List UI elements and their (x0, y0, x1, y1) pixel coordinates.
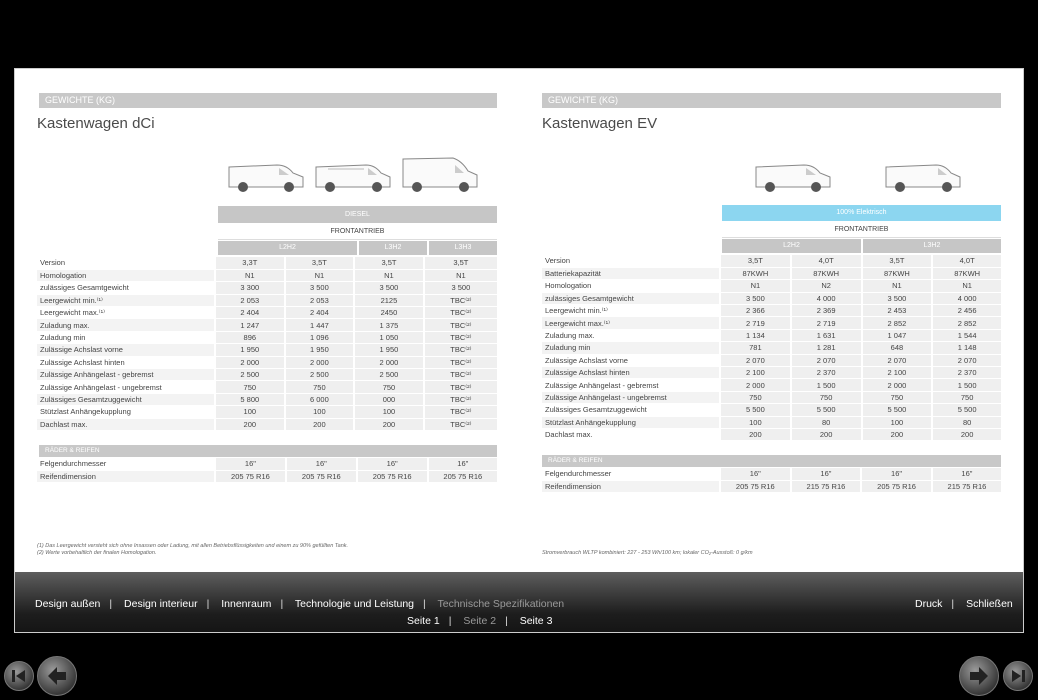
cell-value: 1 500 (791, 379, 862, 391)
table-row (37, 369, 497, 381)
page-title: Kastenwagen dCi (37, 115, 155, 132)
weights-table-ev (542, 255, 1001, 441)
table-row (542, 267, 1001, 279)
cell-value: 1 447 (285, 319, 355, 331)
cell-value: 5 500 (791, 404, 862, 416)
cell-value: TBC⁽²⁾ (424, 369, 497, 381)
page-left (37, 69, 517, 574)
cell-value: 200 (215, 418, 285, 430)
row-label: Zuladung max. (37, 319, 215, 331)
col-header-l3h2: L3H2 (863, 239, 1001, 253)
cell-value: TBC⁽²⁾ (424, 331, 497, 343)
cell-value: 1 375 (354, 319, 424, 331)
nav-design-aussen[interactable]: Design außen (35, 598, 101, 610)
nav-innenraum[interactable]: Innenraum (221, 598, 272, 610)
nav-separator: | (505, 615, 508, 627)
section-nav (35, 598, 564, 610)
cell-value: 3,5T (862, 255, 933, 267)
cell-value: 2 053 (285, 294, 355, 306)
cell-value: 16" (861, 468, 932, 480)
cell-value: 1 281 (791, 342, 862, 354)
cell-value: 3 500 (862, 292, 933, 304)
action-nav (915, 598, 1013, 610)
page-nav (407, 615, 552, 627)
cell-value: 2 852 (932, 317, 1001, 329)
cell-value: 000 (354, 393, 424, 405)
nav-seite-3[interactable]: Seite 3 (519, 615, 553, 627)
nav-separator: | (951, 598, 955, 610)
van-illustrations (227, 153, 488, 193)
cell-value: 3,5T (720, 255, 791, 267)
row-label: Version (542, 255, 720, 267)
cell-value: 3,5T (285, 257, 355, 269)
cell-value: 2 719 (720, 317, 791, 329)
table-row (37, 470, 497, 482)
table-row (542, 367, 1001, 379)
cell-value: 2 852 (862, 317, 933, 329)
row-label: Reifendimension (542, 480, 720, 492)
cell-value: 1 148 (932, 342, 1001, 354)
cell-value: 2 500 (215, 369, 285, 381)
cell-value: 750 (285, 381, 355, 393)
cell-value: 5 800 (215, 393, 285, 405)
cell-value: 16" (357, 458, 428, 470)
cell-value: 6 000 (285, 393, 355, 405)
cell-value: 2 456 (932, 305, 1001, 317)
cell-value: 4,0T (932, 255, 1001, 267)
cell-value: 2 000 (862, 379, 933, 391)
cell-value: 2 100 (720, 367, 791, 379)
van-l3h3-image (401, 153, 479, 193)
cell-value: N1 (862, 280, 933, 292)
table-row (542, 342, 1001, 354)
row-label: Dachlast max. (542, 428, 720, 440)
cell-value: 2 053 (215, 294, 285, 306)
row-label: zulässiges Gesamtgewicht (37, 282, 215, 294)
row-label: Zulässige Achslast hinten (37, 356, 215, 368)
van-l3h2-image (314, 153, 392, 193)
cell-value: 100 (215, 406, 285, 418)
section-header-wheels: RÄDER & REIFEN (39, 445, 497, 457)
cell-value: 87KWH (932, 267, 1001, 279)
table-row (37, 282, 497, 294)
row-label: Zuladung max. (542, 329, 720, 341)
table-row (37, 269, 497, 281)
table-row (542, 329, 1001, 341)
cell-value: 1 950 (354, 344, 424, 356)
table-row (37, 418, 497, 430)
cell-value: 2 000 (285, 356, 355, 368)
cell-value: 1 050 (354, 331, 424, 343)
cell-value: 2450 (354, 307, 424, 319)
page-right (542, 69, 1022, 574)
cell-value: 4 000 (932, 292, 1001, 304)
cell-value: 1 247 (215, 319, 285, 331)
print-button[interactable]: Druck (915, 598, 943, 610)
cell-value: 205 75 R16 (286, 470, 357, 482)
table-row (542, 280, 1001, 292)
row-label: Leergewicht min.⁽¹⁾ (542, 305, 720, 317)
col-header-l3h2: L3H2 (359, 241, 427, 255)
cell-value: 2 070 (932, 354, 1001, 366)
table-row (542, 317, 1001, 329)
footnote-consumption: Stromverbrauch WLTP kombiniert: 227 - 253 Wh/100 km; lokaler CO₂-Ausstoß: 0 g/km (542, 550, 753, 556)
footnote-1: (1) Das Leergewicht versteht sich ohne Insassen oder Ladung, mit allen Betriebsflüssigkeiten und einem zu 90% gefüllten Tank. (37, 543, 349, 549)
cell-value: 200 (932, 428, 1001, 440)
cell-value: 16" (720, 468, 791, 480)
row-label: Zulässige Anhängelast - gebremst (542, 379, 720, 391)
skip-forward-icon (1009, 667, 1027, 685)
cell-value: 4 000 (791, 292, 862, 304)
cell-value: 750 (354, 381, 424, 393)
weights-table-dci (37, 257, 497, 431)
cell-value: 750 (791, 391, 862, 403)
row-label: Zulässige Anhängelast - ungebremst (542, 391, 720, 403)
cell-value: 750 (862, 391, 933, 403)
cell-value: 3 500 (285, 282, 355, 294)
row-label: Stützlast Anhängekupplung (542, 416, 720, 428)
cell-value: 16" (932, 468, 1001, 480)
cell-value: 16" (428, 458, 497, 470)
table-row (37, 381, 497, 393)
table-row (37, 356, 497, 368)
cell-value: 205 75 R16 (357, 470, 428, 482)
cell-value: 100 (354, 406, 424, 418)
nav-separator: | (206, 598, 210, 610)
cell-value: TBC⁽²⁾ (424, 307, 497, 319)
table-row (37, 307, 497, 319)
cell-value: 1 096 (285, 331, 355, 343)
table-row (542, 379, 1001, 391)
cell-value: 100 (720, 416, 791, 428)
cell-value: 1 950 (215, 344, 285, 356)
nav-technologie[interactable]: Technologie und Leistung (294, 598, 415, 610)
engine-header: DIESEL (218, 206, 497, 223)
cell-value: 2 370 (932, 367, 1001, 379)
cell-value: 2125 (354, 294, 424, 306)
skip-back-icon (10, 667, 28, 685)
cell-value: TBC⁽²⁾ (424, 344, 497, 356)
cell-value: 87KWH (720, 267, 791, 279)
cell-value: N1 (215, 269, 285, 281)
cell-value: 1 047 (862, 329, 933, 341)
cell-value: 2 500 (285, 369, 355, 381)
engine-header: 100% Elektrisch (722, 205, 1001, 221)
cell-value: N1 (424, 269, 497, 281)
cell-value: 1 500 (932, 379, 1001, 391)
table-row (542, 428, 1001, 440)
cell-value: 200 (354, 418, 424, 430)
col-header-l3h3: L3H3 (429, 241, 497, 255)
cell-value: 2 100 (862, 367, 933, 379)
col-header-l2h2: L2H2 (722, 239, 861, 253)
nav-separator: | (109, 598, 113, 610)
van-l2h2-image (754, 153, 832, 193)
cell-value: 200 (285, 418, 355, 430)
row-label: Leergewicht max.⁽¹⁾ (542, 317, 720, 329)
cell-value: 80 (932, 416, 1001, 428)
cell-value: 1 544 (932, 329, 1001, 341)
first-page-button[interactable] (4, 661, 34, 691)
cell-value: N2 (791, 280, 862, 292)
cell-value: 3,3T (215, 257, 285, 269)
cell-value: 3 500 (720, 292, 791, 304)
table-row (542, 391, 1001, 403)
cell-value: TBC⁽²⁾ (424, 418, 497, 430)
van-l2h2-image (227, 153, 305, 193)
table-row (542, 416, 1001, 428)
wheels-table-dci (37, 458, 497, 483)
row-label: Batteriekapazität (542, 267, 720, 279)
row-label: Dachlast max. (37, 418, 215, 430)
arrow-right-icon (967, 664, 991, 688)
cell-value: 215 75 R16 (932, 480, 1001, 492)
cell-value: TBC⁽²⁾ (424, 294, 497, 306)
cell-value: 4,0T (791, 255, 862, 267)
cell-value: N1 (285, 269, 355, 281)
row-label: Zulässige Achslast vorne (542, 354, 720, 366)
table-row (37, 458, 497, 470)
van-illustrations (754, 153, 971, 193)
row-label: Felgendurchmesser (37, 458, 215, 470)
cell-value: 205 75 R16 (861, 480, 932, 492)
cell-value: 16" (215, 458, 286, 470)
cell-value: N1 (932, 280, 1001, 292)
cell-value: TBC⁽²⁾ (424, 393, 497, 405)
drive-header: FRONTANTRIEB (218, 223, 497, 240)
table-row (542, 480, 1001, 492)
navigation-bar (15, 572, 1023, 632)
cell-value: 2 369 (791, 305, 862, 317)
row-label: Zulässige Anhängelast - ungebremst (37, 381, 215, 393)
cell-value: 2 070 (791, 354, 862, 366)
nav-seite-1[interactable]: Seite 1 (407, 615, 440, 627)
table-row (37, 393, 497, 405)
row-label: Zulässige Achslast vorne (37, 344, 215, 356)
cell-value: 5 500 (932, 404, 1001, 416)
cell-value: 2 000 (720, 379, 791, 391)
cell-value: TBC⁽²⁾ (424, 356, 497, 368)
cell-value: 1 631 (791, 329, 862, 341)
row-label: zulässiges Gesamtgewicht (542, 292, 720, 304)
row-label: Zulässige Achslast hinten (542, 367, 720, 379)
cell-value: 100 (285, 406, 355, 418)
row-label: Reifendimension (37, 470, 215, 482)
nav-design-interieur[interactable]: Design interieur (124, 598, 198, 610)
cell-value: TBC⁽²⁾ (424, 406, 497, 418)
row-label: Zulässiges Gesamtzuggewicht (542, 404, 720, 416)
cell-value: 750 (720, 391, 791, 403)
nav-separator: | (280, 598, 284, 610)
cell-value: 87KWH (791, 267, 862, 279)
wheels-table-ev (542, 468, 1001, 493)
cell-value: 100 (862, 416, 933, 428)
table-row (542, 468, 1001, 480)
cell-value: 205 75 R16 (428, 470, 497, 482)
cell-value: 200 (720, 428, 791, 440)
cell-value: 2 404 (215, 307, 285, 319)
cell-value: 2 370 (791, 367, 862, 379)
document-viewer (14, 68, 1024, 633)
cell-value: 750 (932, 391, 1001, 403)
row-label: Stützlast Anhängekupplung (37, 406, 215, 418)
cell-value: 2 000 (215, 356, 285, 368)
drive-header: FRONTANTRIEB (722, 221, 1001, 238)
cell-value: 1 950 (285, 344, 355, 356)
row-label: Homologation (542, 280, 720, 292)
cell-value: 200 (791, 428, 862, 440)
close-button[interactable]: Schließen (966, 598, 1013, 610)
next-page-button[interactable] (959, 656, 999, 696)
row-label: Felgendurchmesser (542, 468, 720, 480)
cell-value: 2 070 (720, 354, 791, 366)
van-l3h2-image (884, 153, 962, 193)
last-page-button[interactable] (1003, 661, 1033, 691)
table-row (542, 404, 1001, 416)
cell-value: 781 (720, 342, 791, 354)
cell-value: TBC⁽²⁾ (424, 381, 497, 393)
cell-value: TBC⁽²⁾ (424, 319, 497, 331)
nav-separator: | (423, 598, 426, 610)
cell-value: 87KWH (862, 267, 933, 279)
cell-value: N1 (720, 280, 791, 292)
row-label: Leergewicht max.⁽¹⁾ (37, 307, 215, 319)
arrow-left-icon (45, 664, 69, 688)
cell-value: 2 404 (285, 307, 355, 319)
cell-value: 215 75 R16 (791, 480, 862, 492)
cell-value: 80 (791, 416, 862, 428)
cell-value: 5 500 (862, 404, 933, 416)
cell-value: 3 300 (215, 282, 285, 294)
table-row (542, 354, 1001, 366)
row-label: Version (37, 257, 215, 269)
table-row (37, 331, 497, 343)
previous-page-button[interactable] (37, 656, 77, 696)
cell-value: 2 719 (791, 317, 862, 329)
cell-value: 16" (791, 468, 862, 480)
cell-value: 5 500 (720, 404, 791, 416)
row-label: Zuladung min (542, 342, 720, 354)
table-row (542, 305, 1001, 317)
table-row (37, 294, 497, 306)
cell-value: 896 (215, 331, 285, 343)
col-header-l2h2: L2H2 (218, 241, 357, 255)
table-row (37, 344, 497, 356)
row-label: Zulässige Anhängelast - gebremst (37, 369, 215, 381)
nav-separator: | (448, 615, 452, 627)
table-row (37, 257, 497, 269)
nav-seite-2[interactable]: Seite 2 (463, 615, 497, 627)
cell-value: 2 453 (862, 305, 933, 317)
table-row (542, 292, 1001, 304)
cell-value: 648 (862, 342, 933, 354)
cell-value: 200 (862, 428, 933, 440)
cell-value: 16" (286, 458, 357, 470)
footnote-2: (2) Werte vorbehaltlich der finalen Homologation. (37, 550, 157, 556)
cell-value: 2 070 (862, 354, 933, 366)
table-row (37, 319, 497, 331)
cell-value: 2 500 (354, 369, 424, 381)
cell-value: 3 500 (424, 282, 497, 294)
cell-value: 3 500 (354, 282, 424, 294)
nav-technische-spezifikationen[interactable]: Technische Spezifikationen (437, 598, 565, 610)
row-label: Leergewicht min.⁽¹⁾ (37, 294, 215, 306)
row-label: Homologation (37, 269, 215, 281)
section-header-wheels: RÄDER & REIFEN (542, 455, 1001, 467)
cell-value: 3,5T (424, 257, 497, 269)
cell-value: 2 000 (354, 356, 424, 368)
cell-value: N1 (354, 269, 424, 281)
row-label: Zulässiges Gesamtzuggewicht (37, 393, 215, 405)
cell-value: 3,5T (354, 257, 424, 269)
cell-value: 750 (215, 381, 285, 393)
cell-value: 1 134 (720, 329, 791, 341)
page-title: Kastenwagen EV (542, 115, 658, 132)
row-label: Zuladung min (37, 331, 215, 343)
table-row (37, 406, 497, 418)
section-header-weights: GEWICHTE (KG) (542, 93, 1001, 108)
cell-value: 2 366 (720, 305, 791, 317)
table-row (542, 255, 1001, 267)
cell-value: 205 75 R16 (215, 470, 286, 482)
cell-value: 205 75 R16 (720, 480, 791, 492)
section-header-weights: GEWICHTE (KG) (39, 93, 497, 108)
